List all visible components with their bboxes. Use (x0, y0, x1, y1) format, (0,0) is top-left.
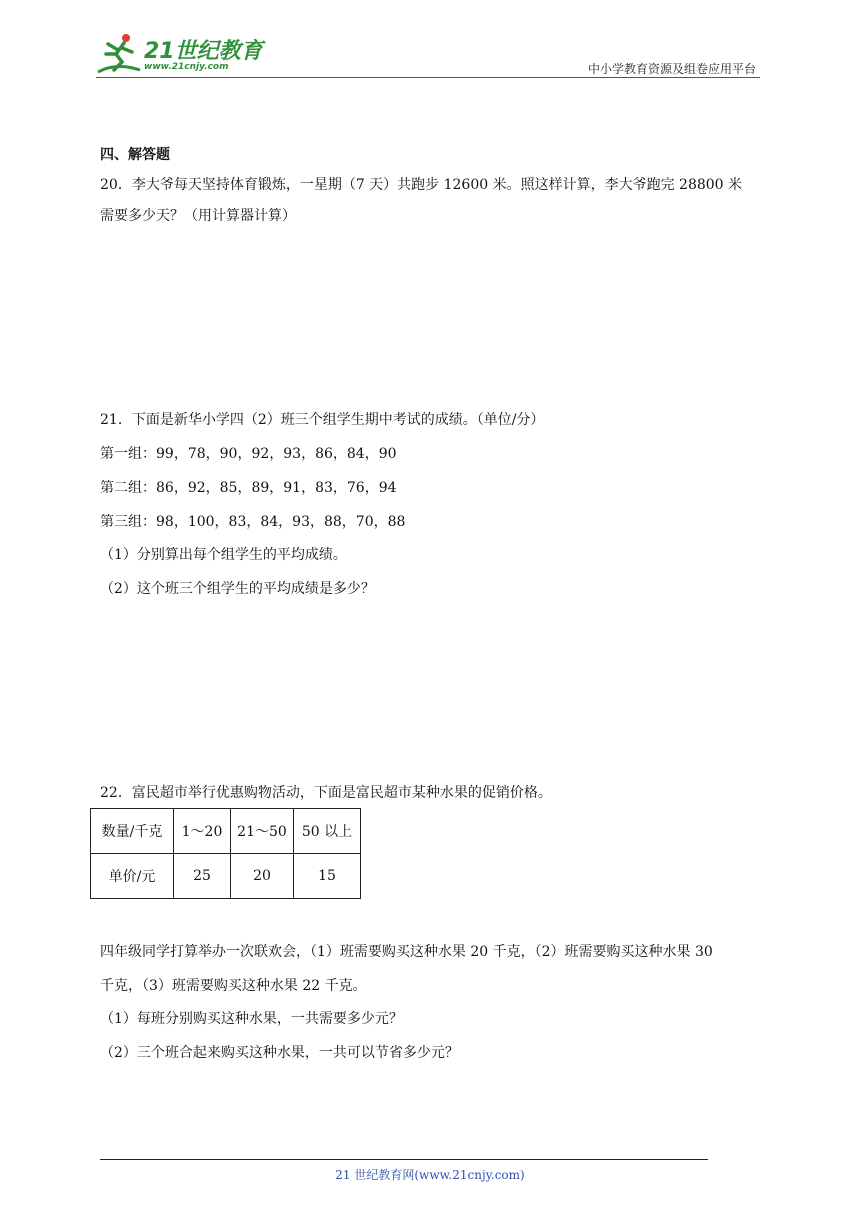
q22-intro: 22．富民超市举行优惠购物活动，下面是富民超市某种水果的促销价格。 (100, 785, 552, 801)
q21-sub1: （1）分别算出每个组学生的平均成绩。 (100, 547, 347, 563)
q21-sub2: （2）这个班三个组学生的平均成绩是多少？ (100, 581, 375, 597)
table-cell: 1～20 (174, 809, 231, 854)
table-cell: 50 以上 (294, 809, 361, 854)
q20-line2: 需要多少天？（用计算器计算） (100, 208, 296, 224)
q22-sub1: （1）每班分别购买这种水果，一共需要多少元？ (100, 1011, 403, 1027)
footer-divider (100, 1159, 708, 1160)
price-table (90, 808, 361, 899)
q20-line1: 20．李大爷每天坚持体育锻炼，一星期（7 天）共跑步 12600 米。照这样计算，李大爷跑完 28800 米 (100, 177, 743, 193)
q21-group3: 第三组：98，100，83，84，93，88，70，88 (100, 514, 406, 530)
runner-icon (96, 32, 146, 76)
q21-group1: 第一组：99，78，90，92，93，86，84，90 (100, 446, 397, 462)
table-cell: 单价/元 (91, 854, 174, 899)
q21-intro: 21．下面是新华小学四（2）班三个组学生期中考试的成绩。（单位/分） (100, 412, 545, 428)
footer-link[interactable]: 21 世纪教育网(www.21cnjy.com) (335, 1168, 525, 1182)
table-cell: 25 (174, 854, 231, 899)
table-row (91, 809, 361, 854)
table-cell: 20 (231, 854, 294, 899)
q22-para-line2: 千克，（3）班需要购买这种水果 22 千克。 (100, 978, 367, 994)
section-title: 四、解答题 (100, 147, 170, 163)
logo-text: 21世纪教育 (144, 39, 263, 64)
q22-sub2: （2）三个班合起来购买这种水果，一共可以节省多少元？ (100, 1045, 459, 1061)
q22-para-line1: 四年级同学打算举办一次联欢会，（1）班需要购买这种水果 20 千克，（2）班需要购买这种水果 30 (100, 944, 713, 960)
logo-url: www.21cnjy.com (144, 62, 229, 72)
header-divider (96, 77, 760, 78)
table-cell: 15 (294, 854, 361, 899)
table-cell: 数量/千克 (91, 809, 174, 854)
logo (96, 32, 266, 78)
header-platform-text: 中小学教育资源及组卷应用平台 (587, 62, 756, 76)
table-cell: 21～50 (231, 809, 294, 854)
page-header (0, 0, 860, 80)
table-row (91, 854, 361, 899)
q21-group2: 第二组：86，92，85，89，91，83，76，94 (100, 480, 397, 496)
